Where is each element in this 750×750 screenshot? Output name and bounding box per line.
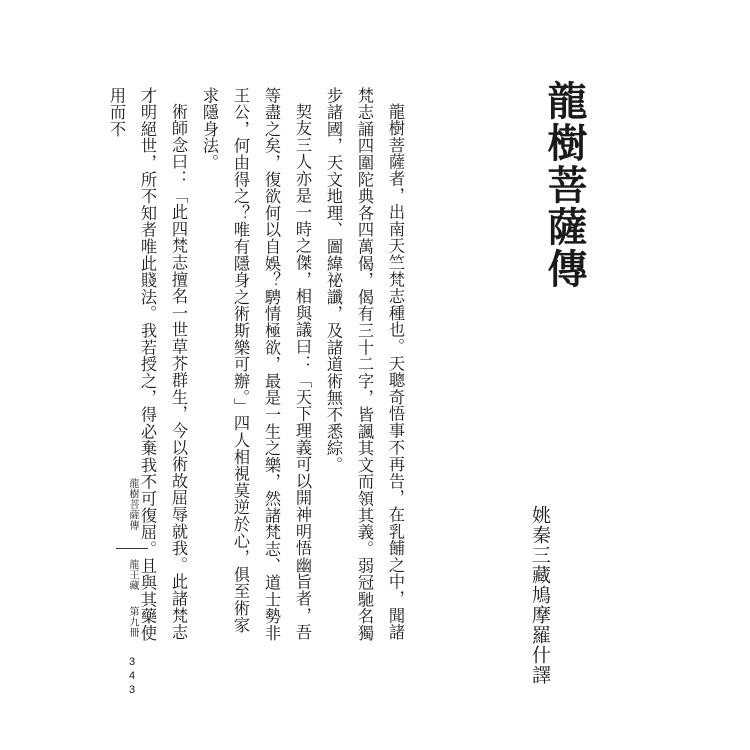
paragraph: 術師念曰：「此四梵志擅名一世草芥群生，今以術故屈辱就我。此諸梵志才明絕世，所不知者唯此賤法。我若授之，得必棄我不可復屈。且與其藥使用而不 <box>107 87 188 642</box>
margin-divider <box>116 548 148 549</box>
paragraph: 龍樹菩薩者，出南天竺梵志種也。天聰奇悟事不再告，在乳餔之中，聞諸梵志誦四圍陀典各四萬偈，偈有三十二字，皆諷其文而領其義。弱冠馳名獨步諸國，天文地理、圖緯祕讖，及諸道術無不悉綜。 <box>324 87 405 642</box>
page-number: 343 <box>126 656 138 698</box>
running-title: 龍樹菩薩傳 <box>127 478 138 531</box>
document-title: 龍樹菩薩傳 <box>541 80 588 290</box>
translator-credit: 姚秦三藏鳩摩羅什譯 <box>529 505 551 685</box>
volume-label: 第九冊 <box>127 606 138 638</box>
paragraph: 契友三人亦是一時之傑，相與議曰：「天下理義可以開神明悟幽旨者，吾等盡之矣，復欲何以自娛？騁情極欲，最是一生之樂，然諸梵志、道士勢非王公，何由得之？唯有隱身之術斯樂可辦。」四人相視莫逆於心，俱至術家求隱身法。 <box>200 87 312 642</box>
series-name: 龍王藏 <box>127 559 138 591</box>
